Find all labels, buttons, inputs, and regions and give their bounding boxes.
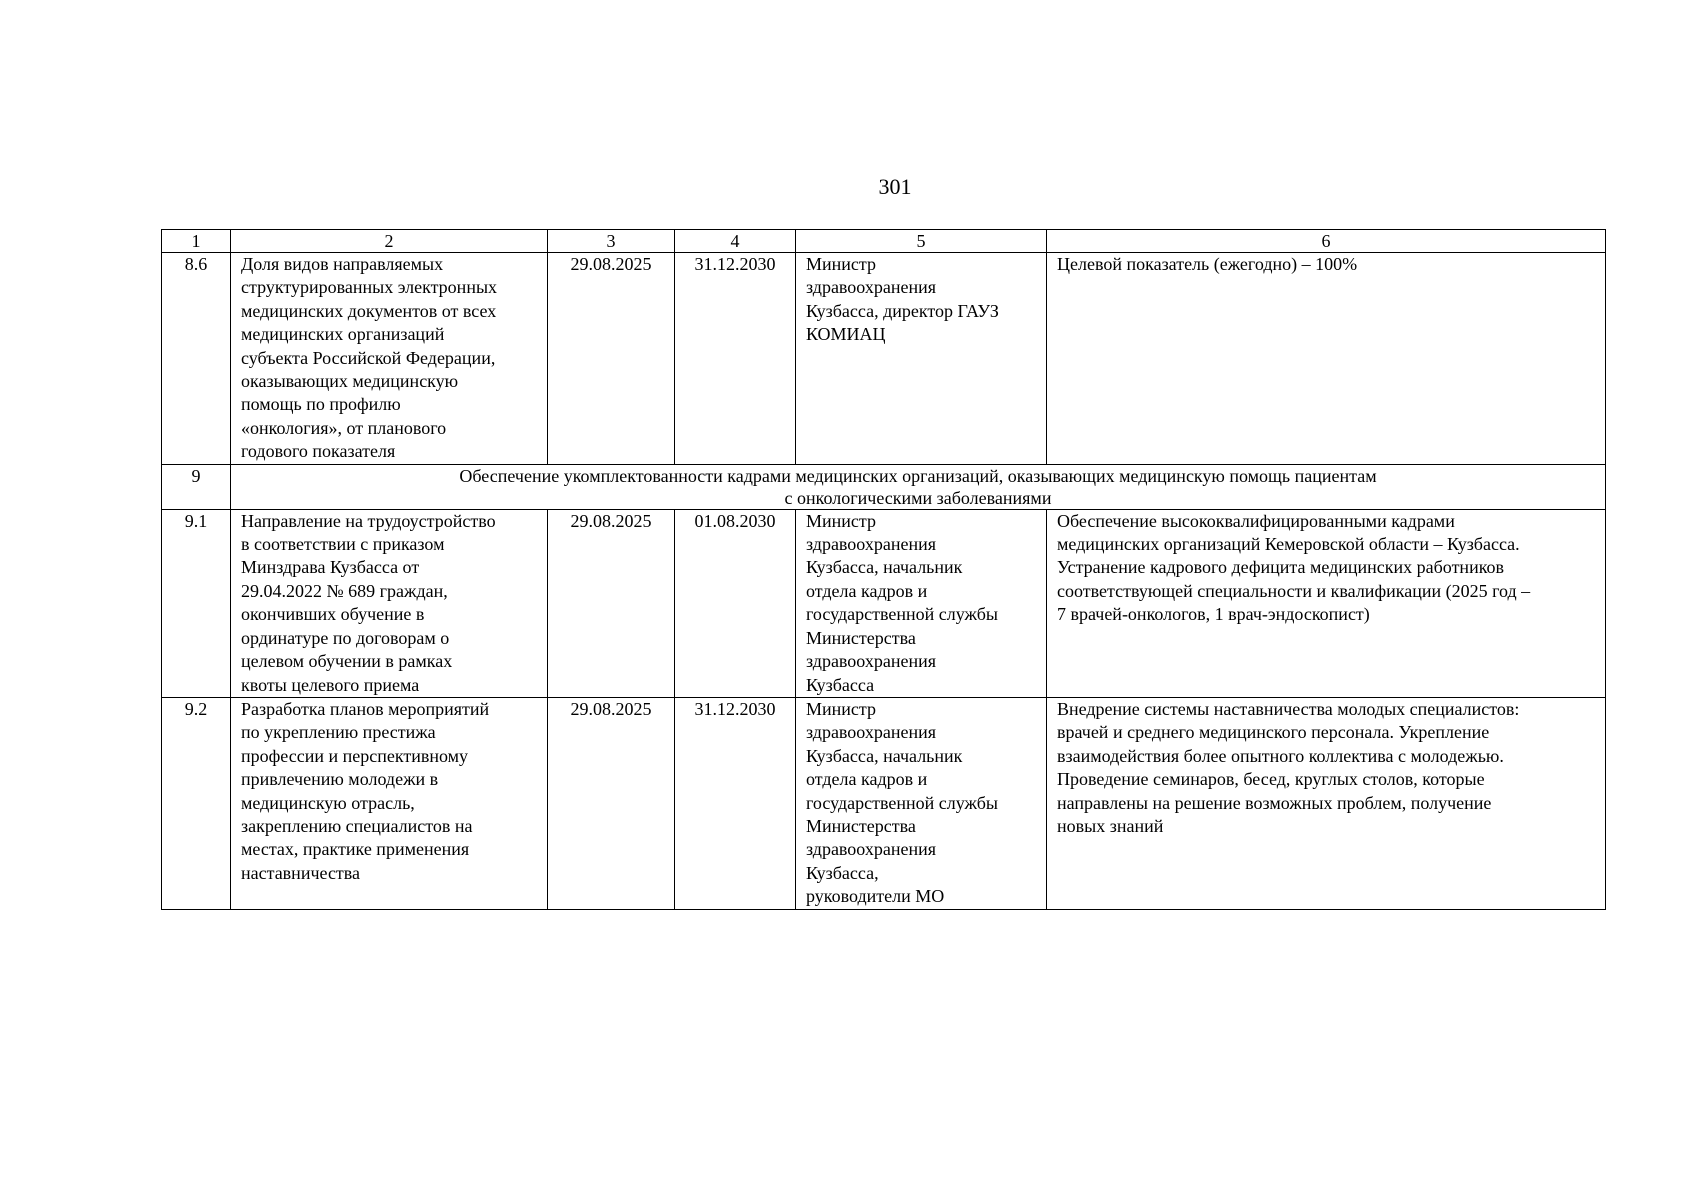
measure-description: [231, 509, 548, 697]
responsible-person-text: Министр здравоохранения Кузбасса, начальник отдела кадров и государственной службы Министерства здравоохранения Кузбасса, руководители МО: [806, 698, 998, 907]
row-number: 8.6: [162, 253, 231, 465]
start-date: 29.08.2025: [548, 509, 675, 697]
row-number: 9.2: [162, 697, 231, 909]
section-number: 9: [162, 464, 231, 509]
expected-result: [1047, 509, 1606, 697]
measure-description-text: Разработка планов мероприятий по укреплению престижа профессии и перспективному привлечению молодежи в медицинскую отрасль, закреплению специалистов на местах, практике применения наставничества: [241, 698, 490, 883]
responsible-person: [796, 509, 1047, 697]
header-cell-5: 5: [796, 230, 1047, 253]
table-section-row-9: [162, 464, 1606, 509]
responsible-person: [796, 253, 1047, 465]
responsible-person-text: Министр здравоохранения Кузбасса, директор ГАУЗ КОМИАЦ: [806, 254, 999, 345]
start-date: 29.08.2025: [548, 697, 675, 909]
header-cell-2: 2: [231, 230, 548, 253]
table-header-row: [162, 230, 1606, 253]
header-cell-3: 3: [548, 230, 675, 253]
measures-table: [161, 229, 1606, 910]
header-cell-4: 4: [675, 230, 796, 253]
header-cell-6: 6: [1047, 230, 1606, 253]
table-row-9-2: [162, 697, 1606, 909]
expected-result-text: Внедрение системы наставничества молодых специалистов: врачей и среднего медицинского персонала. Укрепление взаимодействия более опытного коллектива с молодежью. Проведение семинаров, бесед, круглых столов, которые направлены на решение возможных проблем, получение новых знаний: [1057, 698, 1520, 836]
end-date: 31.12.2030: [675, 253, 796, 465]
expected-result-text: Целевой показатель (ежегодно) – 100%: [1057, 254, 1358, 274]
end-date: 31.12.2030: [675, 697, 796, 909]
responsible-person-text: Министр здравоохранения Кузбасса, начальник отдела кадров и государственной службы Министерства здравоохранения Кузбасса: [806, 510, 998, 695]
header-cell-1: 1: [162, 230, 231, 253]
table-row-9-1: [162, 509, 1606, 697]
responsible-person: [796, 697, 1047, 909]
measure-description-text: Направление на трудоустройство в соответствии с приказом Минздрава Кузбасса от 29.04.2022 № 689 граждан, окончивших обучение в ординатуре по договорам о целевом обучении в рамках квоты целевого приема: [241, 510, 496, 695]
measure-description: [231, 253, 548, 465]
section-title: Обеспечение укомплектованности кадрами медицинских организаций, оказывающих медицинскую помощь пациентам с онкологическими заболеваниями: [231, 464, 1606, 509]
end-date: 01.08.2030: [675, 509, 796, 697]
row-number: 9.1: [162, 509, 231, 697]
expected-result: [1047, 253, 1606, 465]
page-number: 301: [878, 174, 912, 199]
table-row-8-6: [162, 253, 1606, 465]
measure-description-text: Доля видов направляемых структурированных электронных медицинских документов от всех медицинских организаций субъекта Российской Федерации, оказывающих медицинскую помощь по профилю «онкология», от планового годового показателя: [241, 254, 498, 462]
expected-result-text: Обеспечение высококвалифицированными кадрами медицинских организаций Кемеровской области – Кузбасса. Устранение кадрового дефицита медицинских работников соответствующей специальности и квалификации (2025 год – 7 врачей-онкологов, 1 врач-эндоскопист): [1057, 510, 1531, 625]
measure-description: [231, 697, 548, 909]
start-date: 29.08.2025: [548, 253, 675, 465]
expected-result: [1047, 697, 1606, 909]
